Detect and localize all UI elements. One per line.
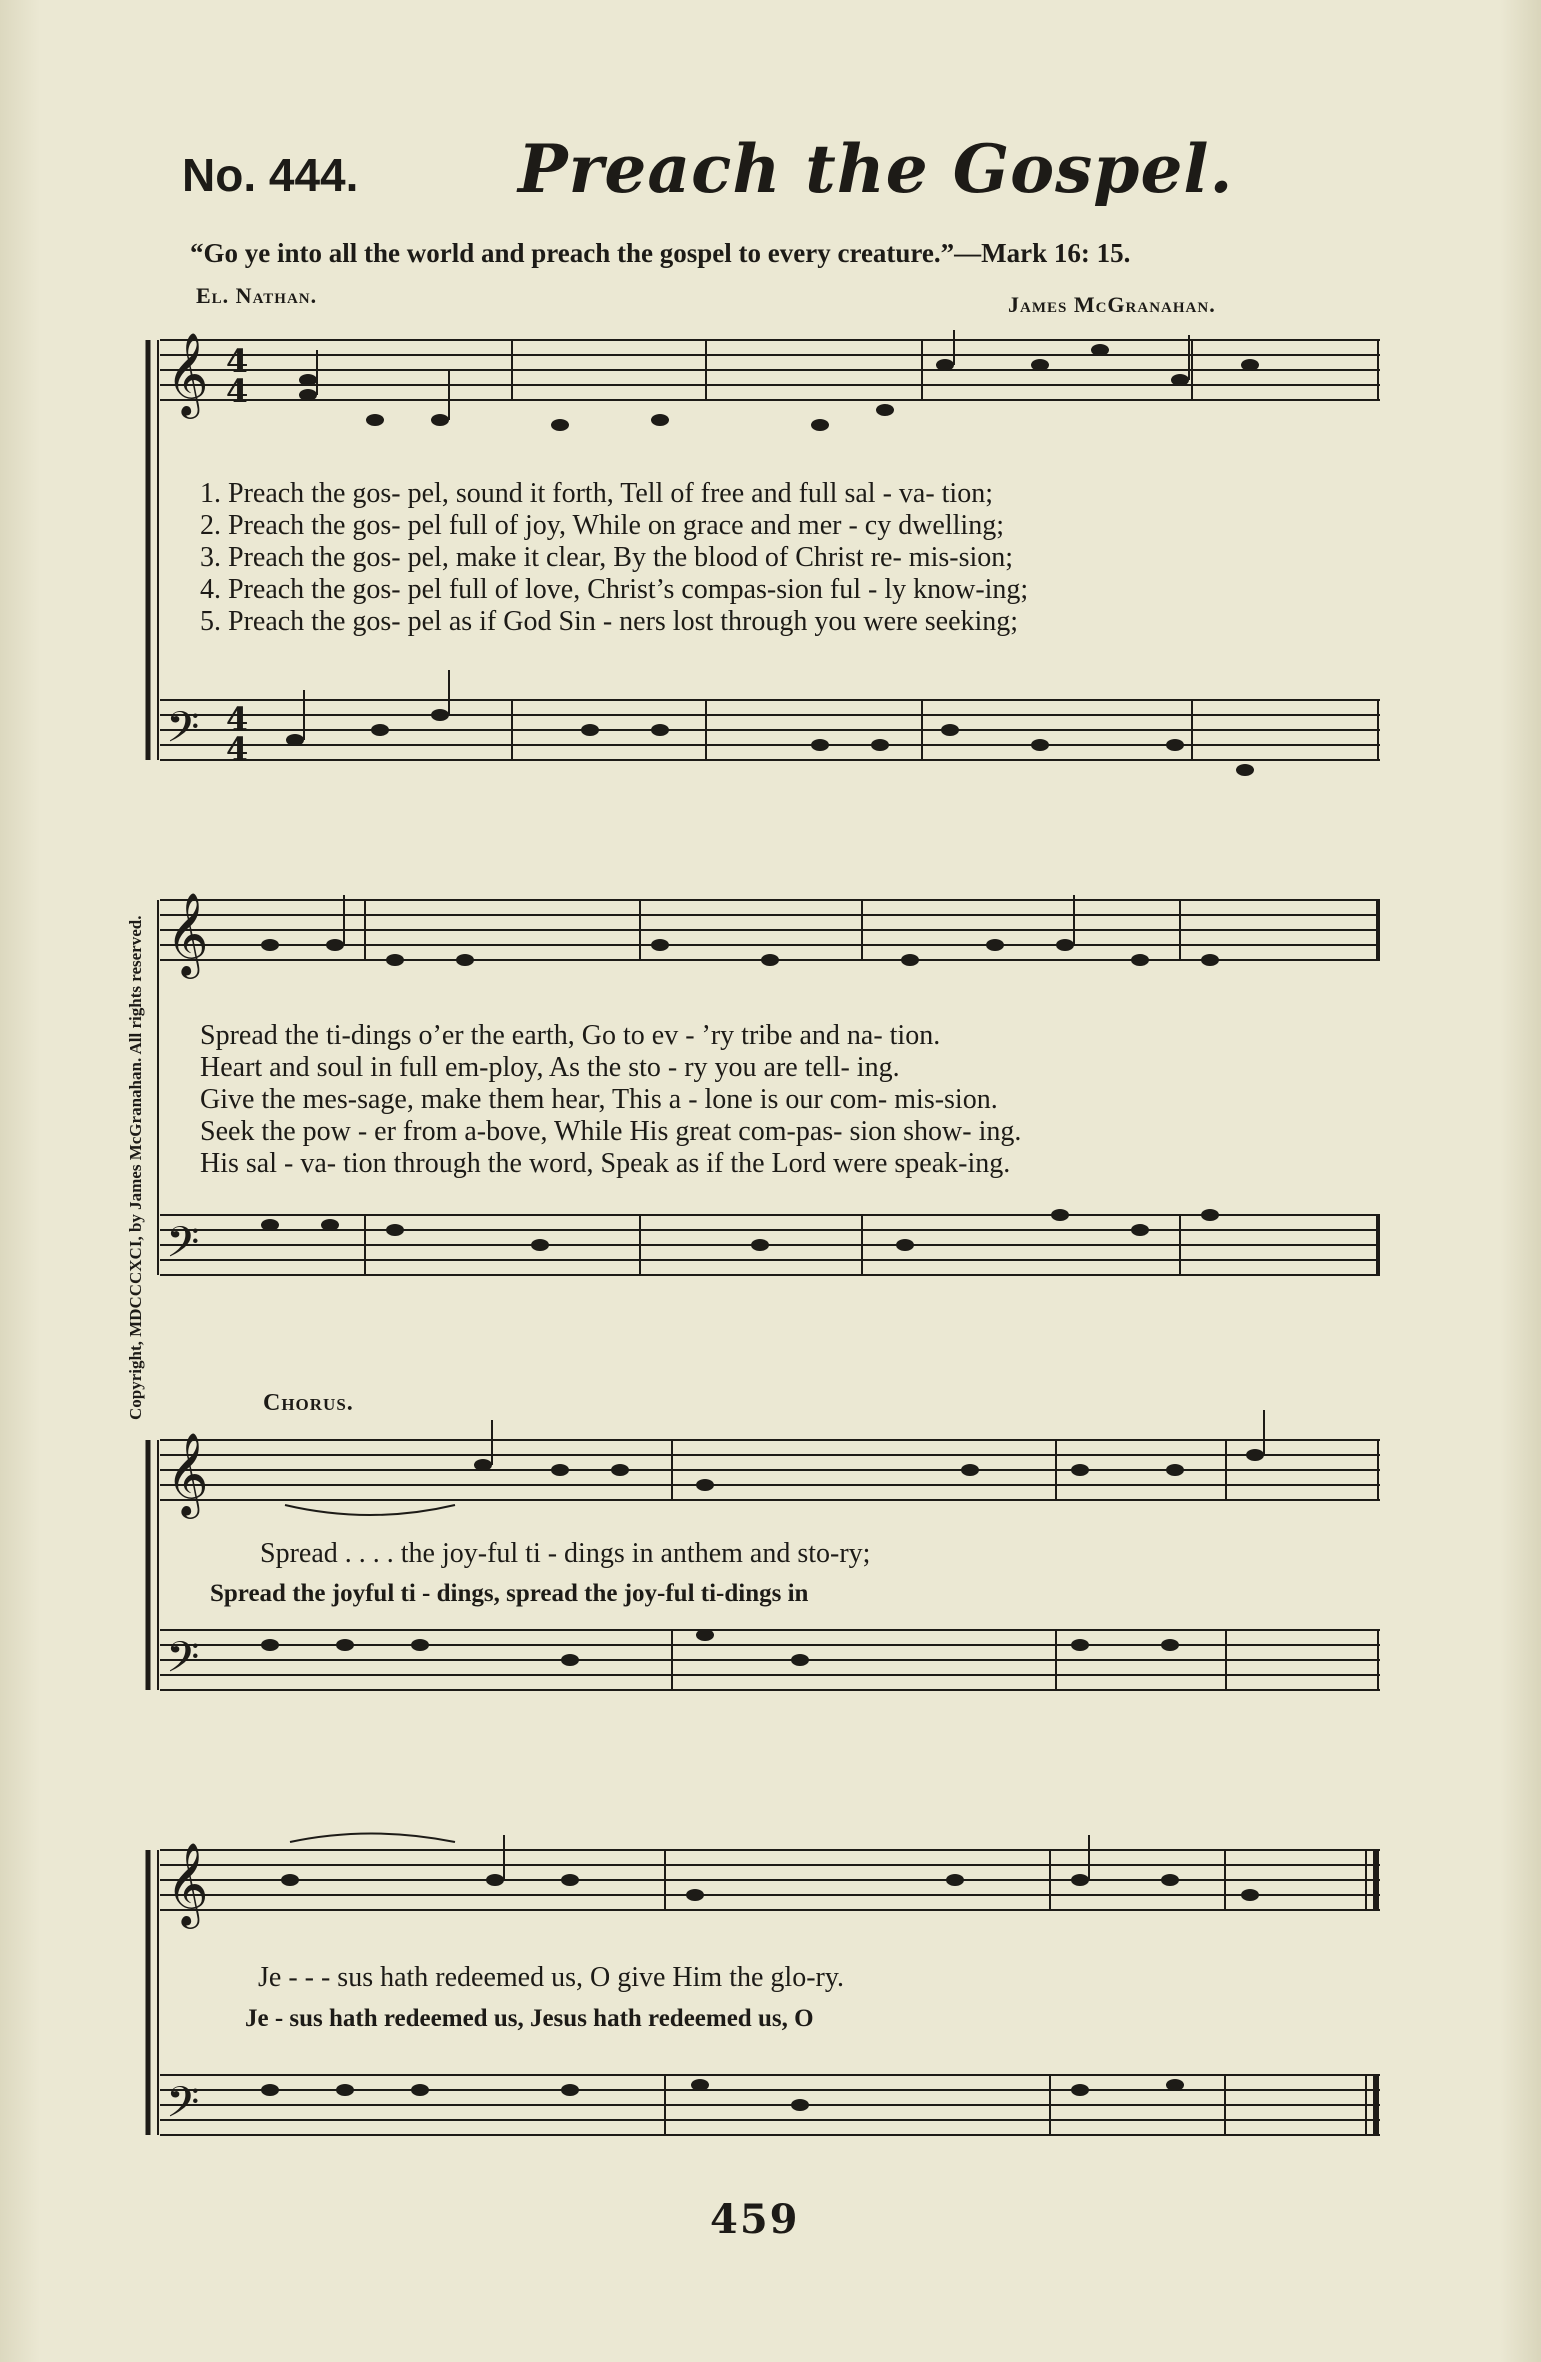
svg-text:𝄢: 𝄢: [166, 2078, 200, 2138]
chorus-line2-upper: Je - - - sus hath redeemed us, O give Him the glo-ry.: [258, 1962, 845, 1993]
system3-bass-staff: [160, 1630, 1380, 1690]
svg-text:4: 4: [226, 730, 249, 768]
svg-text:𝄢: 𝄢: [166, 1633, 200, 1693]
verse-1-line-a: 1. Preach the gos- pel, sound it forth, Tell of free and full sal - va- tion;: [200, 478, 993, 509]
composer-credit: James McGranahan.: [1008, 292, 1216, 317]
system4-bass-staff: [160, 2075, 1380, 2135]
svg-text:4: 4: [226, 372, 249, 410]
system3-treble-staff: [160, 1440, 1380, 1500]
verses-part1: [200, 478, 1028, 638]
verse-1-line-b: Spread the ti-dings o’er the earth, Go to ev - ’ry tribe and na- tion.: [200, 1020, 941, 1051]
verse-4-line-a: 4. Preach the gos- pel full of love, Christ’s compas-sion ful - ly know-ing;: [200, 574, 1029, 605]
system1-bass-staff: [160, 700, 1380, 760]
author-credit: El. Nathan.: [196, 283, 318, 308]
verse-5-line-a: 5. Preach the gos- pel as if God Sin - ners lost through you were seeking;: [200, 606, 1019, 637]
svg-text:4: 4: [226, 342, 249, 380]
hymn-title: Preach the Gospel.: [518, 130, 1234, 208]
system4-treble-staff: [160, 1850, 1380, 1910]
svg-text:𝄞: 𝄞: [166, 1431, 209, 1515]
svg-text:𝄞: 𝄞: [166, 891, 209, 975]
verse-2-line-a: 2. Preach the gos- pel full of joy, While on grace and mer - cy dwelling;: [200, 510, 1004, 541]
verses-part2: [200, 1020, 1021, 1180]
chorus-line2-lower: Je - sus hath redeemed us, Jesus hath redeemed us, O: [245, 2005, 814, 2032]
svg-text:𝄞: 𝄞: [166, 331, 209, 415]
scripture-reference: “Go ye into all the world and preach the gospel to every creature.”—Mark 16: 15.: [190, 238, 1131, 268]
svg-text:𝄢: 𝄢: [166, 1218, 200, 1278]
page-number: 459: [710, 2196, 800, 2243]
hymn-number: No. 444.: [182, 149, 359, 201]
system1-treble-staff: [160, 340, 1380, 400]
system2-bass-staff: [160, 1215, 1380, 1275]
svg-text:𝄢: 𝄢: [166, 703, 200, 763]
copyright-notice: Copyright, MDCCCXCI, by James McGranahan. All rights reserved.: [126, 915, 145, 1420]
svg-text:4: 4: [226, 700, 249, 738]
verse-3-line-b: Give the mes-sage, make them hear, This a - lone is our com- mis-sion.: [200, 1084, 998, 1115]
chorus-line1-lower: Spread the joyful ti - dings, spread the joy-ful ti-dings in: [210, 1580, 809, 1607]
chorus-label: Chorus.: [263, 1390, 354, 1416]
verse-4-line-b: Seek the pow - er from a-bove, While His great com-pas- sion show- ing.: [200, 1116, 1022, 1147]
verse-5-line-b: His sal - va- tion through the word, Speak as if the Lord were speak-ing.: [200, 1148, 1011, 1179]
verse-3-line-a: 3. Preach the gos- pel, make it clear, By the blood of Christ re- mis-sion;: [200, 542, 1014, 573]
chorus-line1-upper: Spread . . . . the joy-ful ti - dings in anthem and sto-ry;: [260, 1538, 871, 1569]
svg-text:𝄞: 𝄞: [166, 1841, 209, 1925]
verse-2-line-b: Heart and soul in full em-ploy, As the sto - ry you are tell- ing.: [200, 1052, 900, 1083]
